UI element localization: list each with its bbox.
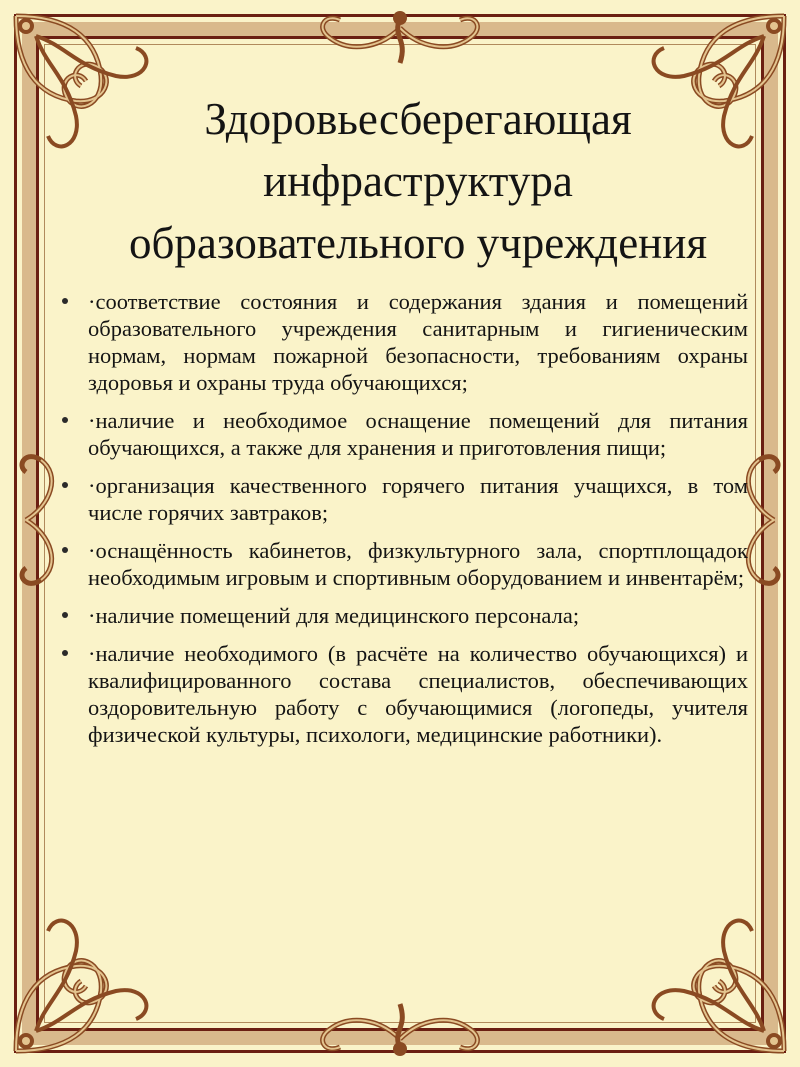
bullet-item [88,472,748,526]
bullet-text: ·соответствие состояния и содержания здания и помещений образовательного учреждения санитарным и гигиеническим нормам, нормам пожарной безопасности, требованиям охраны здоровья и охраны труда обучающихся; [88,289,748,395]
bullet-item [88,602,748,629]
bullet-marker [62,547,68,553]
bullet-marker [62,650,68,656]
bullet-text: ·организация качественного горячего питания учащихся, в том числе горячих завтраков; [88,473,748,525]
bullet-text: ·наличие и необходимое оснащение помещений для питания обучающихся, а также для хранения и приготовления пищи; [88,408,748,460]
bullet-text: ·наличие помещений для медицинского персонала; [88,603,580,628]
bullet-item [88,407,748,461]
bullet-text: ·оснащённость кабинетов, физкультурного зала, спортплощадок необходимым игровым и спортивным оборудованием и инвентарём; [88,538,748,590]
slide-content [88,88,748,759]
bullet-marker [62,612,68,618]
bullet-marker [62,298,68,304]
bullet-marker [62,417,68,423]
bullet-text: ·наличие необходимого (в расчёте на количество обучающихся) и квалифицированного состава специалистов, обеспечивающих оздоровительную работу с обучающимися (логопеды, учителя физической культуры, психологи, медицинские работники). [88,641,748,747]
bullet-item [88,640,748,748]
bullet-list [88,288,748,748]
bullet-marker [62,482,68,488]
slide-title: Здоровьесберегающая инфраструктура образовательного учреждения [128,94,708,268]
bullet-item [88,537,748,591]
bullet-item [88,288,748,396]
